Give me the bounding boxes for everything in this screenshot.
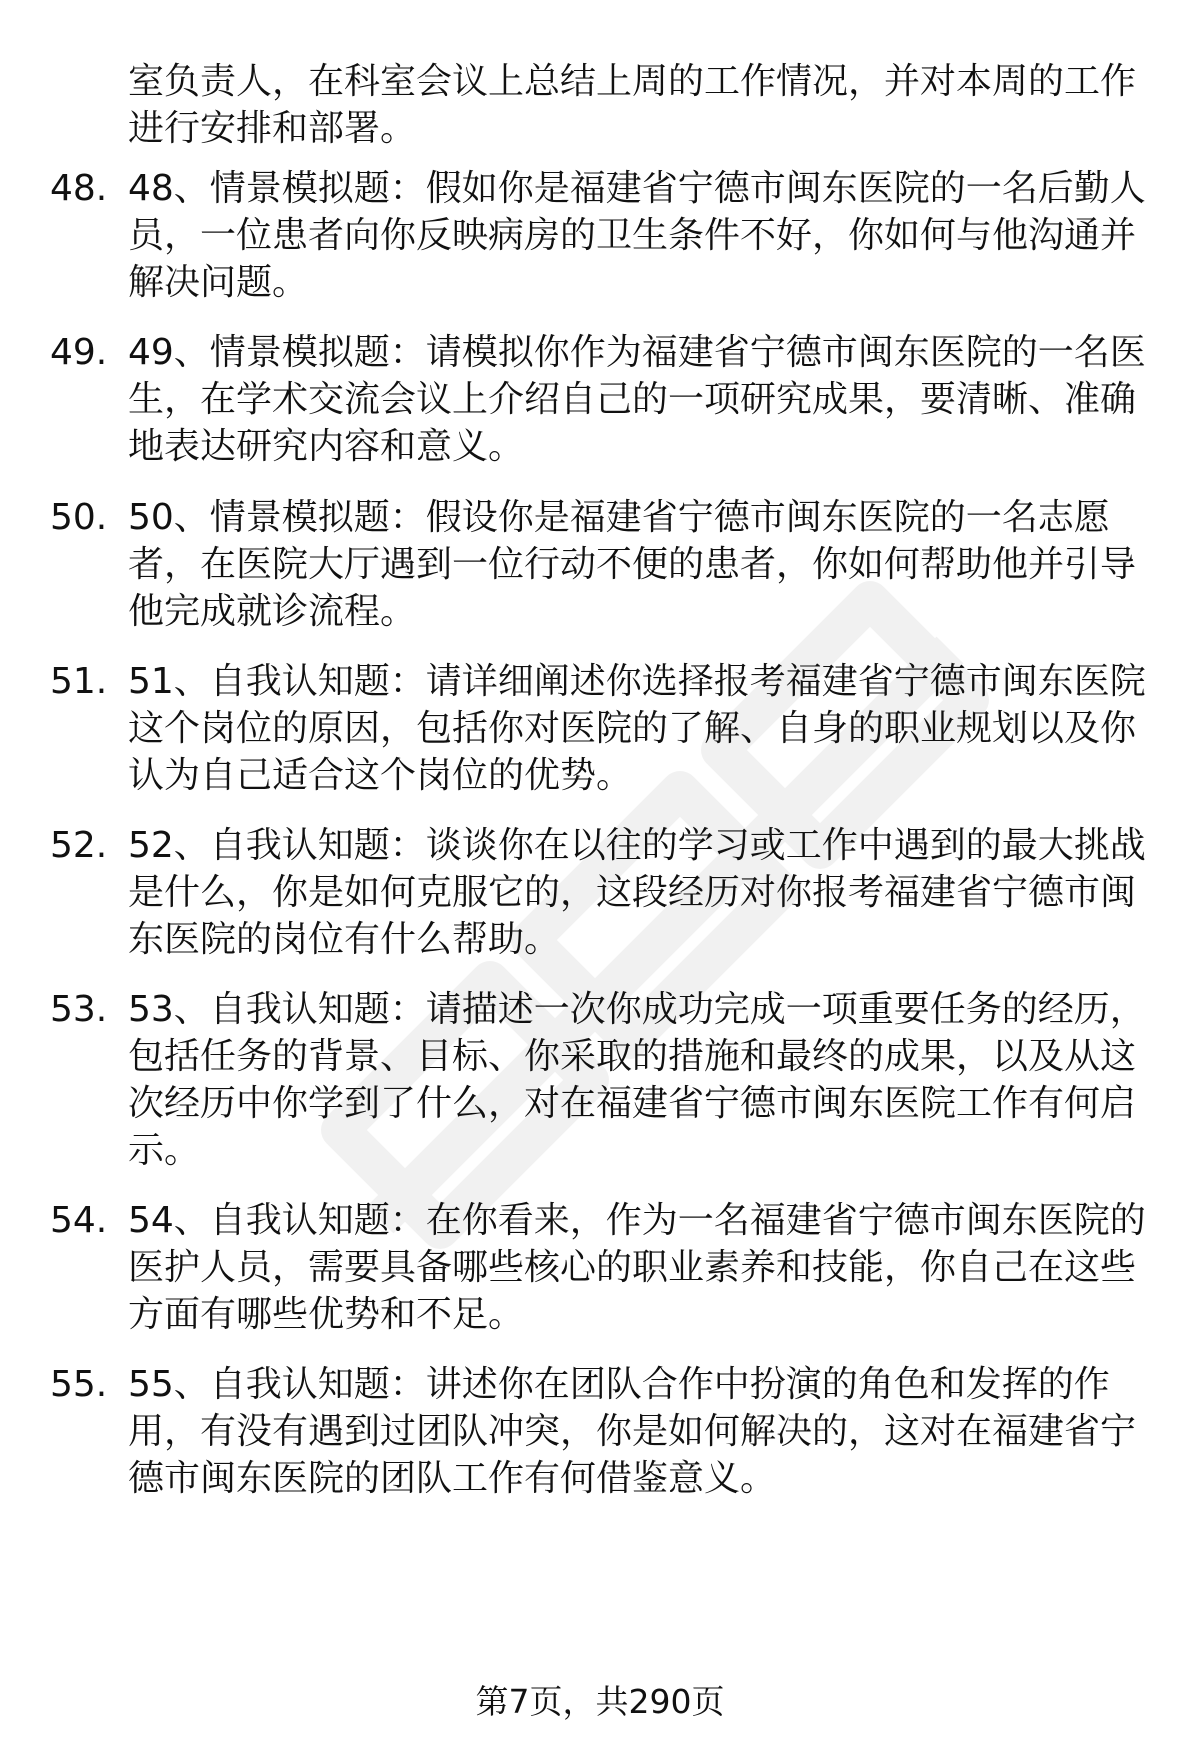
list-item bbox=[50, 494, 1150, 635]
item-number: 53. bbox=[50, 989, 108, 1030]
item-number: 54. bbox=[50, 1200, 108, 1241]
item-text: 52、自我认知题：谈谈你在以往的学习或工作中遇到的最大挑战是什么，你是如何克服它的，这段经历对你报考福建省宁德市闽东医院的岗位有什么帮助。 bbox=[128, 825, 1146, 960]
item-number: 50. bbox=[50, 497, 108, 538]
item-text: 51、自我认知题：请详细阐述你选择报考福建省宁德市闽东医院这个岗位的原因，包括你对医院的了解、自身的职业规划以及你认为自己适合这个岗位的优势。 bbox=[128, 661, 1146, 796]
item-text: 54、自我认知题：在你看来，作为一名福建省宁德市闽东医院的医护人员，需要具备哪些核心的职业素养和技能，你自己在这些方面有哪些优势和不足。 bbox=[128, 1200, 1146, 1335]
list-item bbox=[50, 986, 1150, 1174]
item-number: 48. bbox=[50, 168, 108, 209]
item-number: 55. bbox=[50, 1364, 108, 1405]
item-text: 53、自我认知题：请描述一次你成功完成一项重要任务的经历，包括任务的背景、目标、你采取的措施和最终的成果，以及从这次经历中你学到了什么，对在福建省宁德市闽东医院工作有何启示。 bbox=[128, 989, 1146, 1171]
list-item bbox=[50, 165, 1150, 306]
item-number: 51. bbox=[50, 661, 108, 702]
list-item bbox=[50, 1197, 1150, 1338]
item-number: 52. bbox=[50, 825, 108, 866]
item-text: 48、情景模拟题：假如你是福建省宁德市闽东医院的一名后勤人员，一位患者向你反映病房的卫生条件不好，你如何与他沟通并解决问题。 bbox=[128, 168, 1146, 303]
continuation-paragraph: 室负责人，在科室会议上总结上周的工作情况，并对本周的工作进行安排和部署。 bbox=[128, 61, 1137, 149]
item-text: 50、情景模拟题：假设你是福建省宁德市闽东医院的一名志愿者，在医院大厅遇到一位行动不便的患者，你如何帮助他并引导他完成就诊流程。 bbox=[128, 497, 1137, 632]
item-text: 55、自我认知题：讲述你在团队合作中扮演的角色和发挥的作用，有没有遇到过团队冲突，你是如何解决的，这对在福建省宁德市闽东医院的团队工作有何借鉴意义。 bbox=[128, 1364, 1137, 1499]
item-number: 49. bbox=[50, 332, 108, 373]
list-item bbox=[50, 329, 1150, 470]
item-text: 49、情景模拟题：请模拟你作为福建省宁德市闽东医院的一名医生，在学术交流会议上介绍自己的一项研究成果，要清晰、准确地表达研究内容和意义。 bbox=[128, 332, 1146, 467]
list-item bbox=[50, 1361, 1150, 1502]
list-item bbox=[50, 658, 1150, 799]
page-footer: 第7页，共290页 bbox=[475, 1682, 725, 1721]
list-item bbox=[50, 822, 1150, 963]
